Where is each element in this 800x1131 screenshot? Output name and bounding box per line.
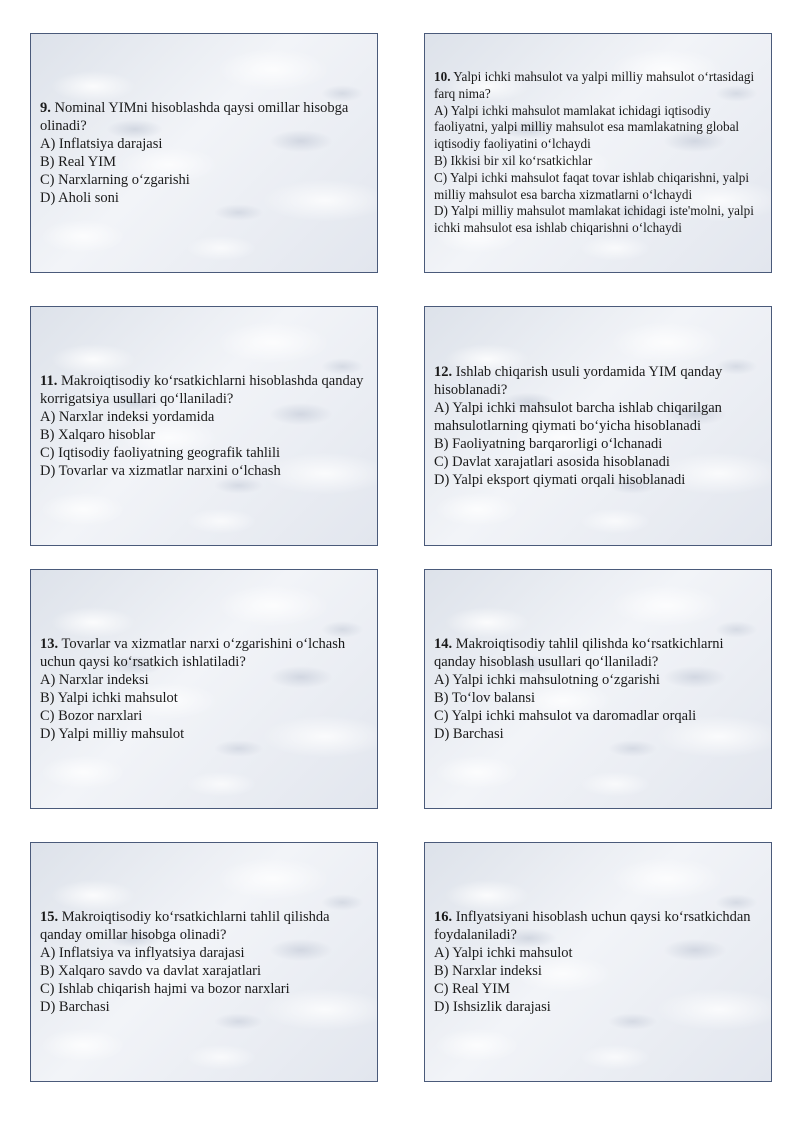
question-card-9 — [30, 33, 378, 273]
answer-option-b: B) Ikkisi bir xil ko‘rsatkichlar — [434, 153, 593, 168]
question-text — [434, 69, 763, 103]
answer-option-d: D) Tovarlar va xizmatlar narxini o‘lchash — [40, 463, 281, 479]
answer-option-c: C) Ishlab chiqarish hajmi va bozor narxlari — [40, 981, 290, 997]
question-text — [40, 99, 369, 135]
question-number: 15. — [40, 909, 59, 925]
answer-option-d: D) Yalpi eksport qiymati orqali hisoblanadi — [434, 472, 686, 488]
question-body: Makroiqtisodiy ko‘rsatkichlarni hisoblashda qanday korrigatsiya usullari qo‘llaniladi? — [40, 373, 364, 407]
question-number: 11. — [40, 373, 58, 389]
question-number: 9. — [40, 100, 51, 116]
question-number: 14. — [434, 636, 453, 652]
question-text — [434, 635, 763, 671]
question-card-15 — [30, 842, 378, 1082]
question-body: Makroiqtisodiy ko‘rsatkichlarni tahlil qilishda qanday omillar hisobga olinadi? — [40, 909, 330, 943]
answer-option-a: A) Inflatsiya va inflyatsiya darajasi — [40, 945, 245, 961]
question-card-16 — [424, 842, 772, 1082]
answer-option-d: D) Ishsizlik darajasi — [434, 999, 551, 1015]
question-body: Ishlab chiqarish usuli yordamida YIM qanday hisoblanadi? — [434, 364, 723, 398]
answer-option-d: D) Barchasi — [40, 999, 110, 1015]
question-text — [40, 372, 369, 408]
answer-option-a: A) Yalpi ichki mahsulot mamlakat ichidagi iqtisodiy faoliyatni, yalpi milliy mahsulot esa mamlakatning global iqtisodiy faoliyatini o‘lchaydi — [434, 102, 740, 152]
answer-option-c: C) Yalpi ichki mahsulot faqat tovar ishlab chiqarishni, yalpi milliy mahsulot esa barcha xizmatlarni o‘lchaydi — [434, 169, 749, 202]
question-number: 12. — [434, 364, 453, 380]
question-body: Tovarlar va xizmatlar narxi o‘zgarishini o‘lchash uchun qaysi ko‘rsatkich ishlatiladi? — [40, 636, 346, 670]
question-card-14 — [424, 569, 772, 809]
question-number: 16. — [434, 909, 453, 925]
question-card-12 — [424, 306, 772, 546]
answer-option-c: C) Yalpi ichki mahsulot va daromadlar orqali — [434, 708, 697, 724]
answer-option-b: B) Yalpi ichki mahsulot — [40, 690, 178, 706]
answer-option-d: D) Barchasi — [434, 726, 504, 742]
answer-option-c: C) Narxlarning o‘zgarishi — [40, 172, 190, 188]
answer-option-b: B) To‘lov balansi — [434, 690, 536, 706]
answer-option-c: C) Bozor narxlari — [40, 708, 143, 724]
answer-option-b: B) Xalqaro savdo va davlat xarajatlari — [40, 963, 262, 979]
answer-option-b: B) Real YIM — [40, 154, 116, 170]
answer-option-a: A) Narxlar indeksi yordamida — [40, 409, 215, 425]
question-number: 10. — [434, 69, 451, 85]
question-body: Nominal YIMni hisoblashda qaysi omillar hisobga olinadi? — [40, 100, 349, 134]
question-number: 13. — [40, 636, 59, 652]
answer-option-c: C) Davlat xarajatlari asosida hisoblanadi — [434, 454, 670, 470]
answer-option-a: A) Inflatsiya darajasi — [40, 136, 163, 152]
question-card-13 — [30, 569, 378, 809]
question-card-10 — [424, 33, 772, 273]
answer-option-a: A) Yalpi ichki mahsulot — [434, 945, 573, 961]
answer-option-d: D) Aholi soni — [40, 190, 119, 206]
answer-option-a: A) Narxlar indeksi — [40, 672, 149, 688]
answer-option-b: B) Narxlar indeksi — [434, 963, 542, 979]
answer-option-c: C) Real YIM — [434, 981, 510, 997]
question-body: Makroiqtisodiy tahlil qilishda ko‘rsatkichlarni qanday hisoblash usullari qo‘llaniladi? — [434, 636, 724, 670]
question-text — [40, 635, 369, 671]
answer-option-a: A) Yalpi ichki mahsulotning o‘zgarishi — [434, 672, 660, 688]
question-text — [434, 363, 763, 399]
answer-option-b: B) Xalqaro hisoblar — [40, 427, 156, 443]
answer-option-d: D) Yalpi milliy mahsulot mamlakat ichidagi iste'molni, yalpi ichki mahsulot esa ishlab chiqarishni o‘lchaydi — [434, 203, 754, 236]
question-body: Inflyatsiyani hisoblash uchun qaysi ko‘rsatkichdan foydalaniladi? — [434, 909, 751, 943]
answer-option-d: D) Yalpi milliy mahsulot — [40, 726, 185, 742]
answer-option-b: B) Faoliyatning barqarorligi o‘lchanadi — [434, 436, 663, 452]
question-text — [434, 908, 763, 944]
answer-option-a: A) Yalpi ichki mahsulot barcha ishlab chiqarilgan mahsulotlarning qiymati bo‘yicha hisoblanadi — [434, 400, 722, 434]
answer-option-c: C) Iqtisodiy faoliyatning geografik tahlili — [40, 445, 281, 461]
question-card-11 — [30, 306, 378, 546]
question-text — [40, 908, 369, 944]
question-body: Yalpi ichki mahsulot va yalpi milliy mahsulot o‘rtasidagi farq nima? — [434, 69, 755, 101]
